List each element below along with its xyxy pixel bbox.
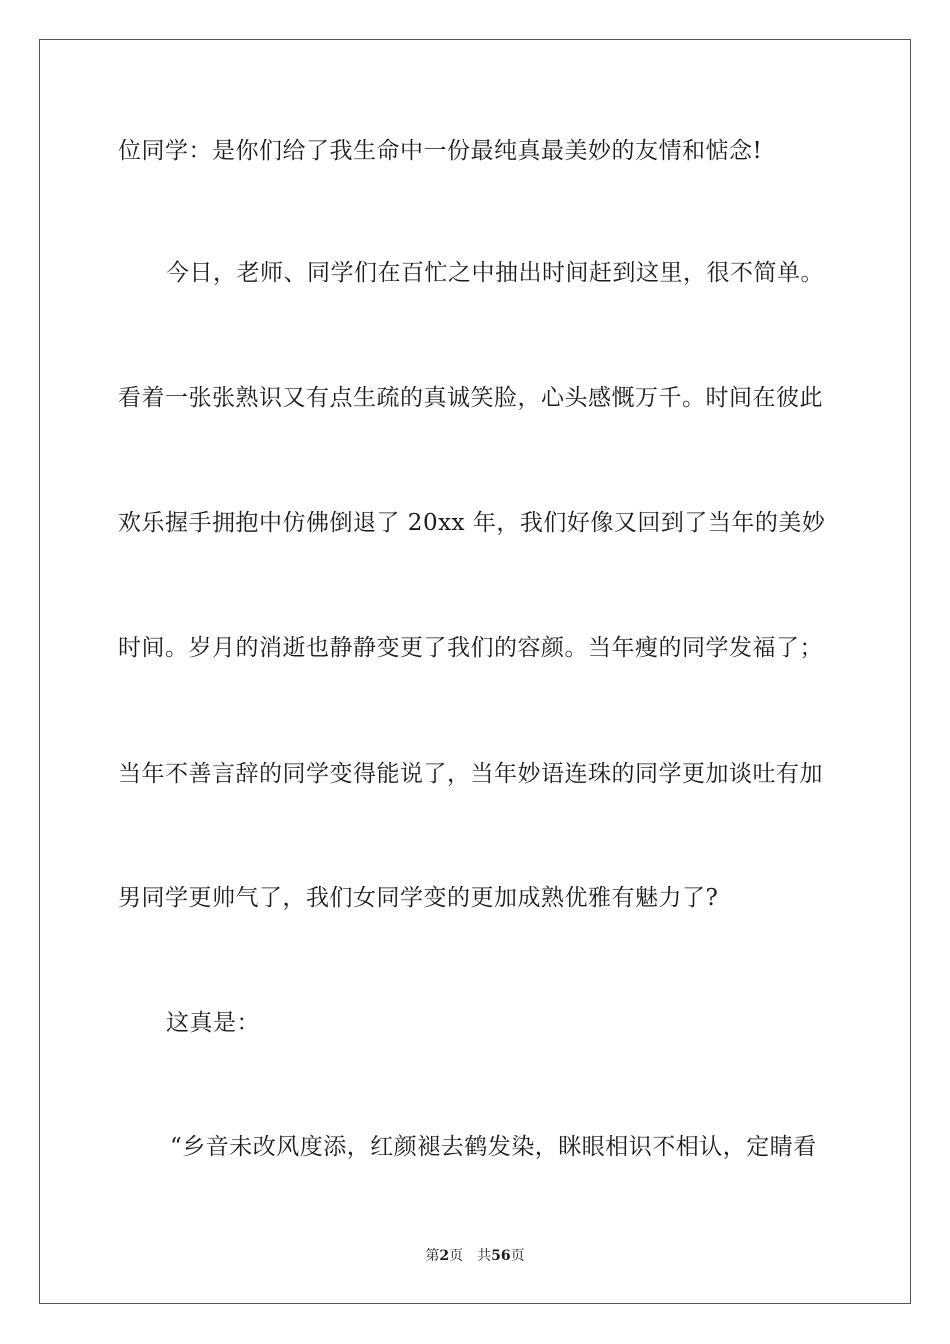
page-border xyxy=(39,39,911,1304)
total-prefix: 共 xyxy=(477,1248,492,1264)
text-line-6: 当年不善言辞的同学变得能说了，当年妙语连珠的同学更加谈吐有加 xyxy=(118,761,823,787)
total-pages: 56 xyxy=(491,1248,511,1264)
page-number: 2 xyxy=(439,1248,450,1264)
text-line-3: 看着一张张熟识又有点生疏的真诚笑脸，心头感慨万千。时间在彼此 xyxy=(118,385,823,411)
text-line-9: “乡音未改风度添，红颜褪去鹤发染，眯眼相识不相认，定睛看 xyxy=(170,1134,817,1160)
text-line-2: 今日，老师、同学们在百忙之中抽出时间赶到这里，很不简单。 xyxy=(166,260,824,286)
text-line-8: 这真是： xyxy=(166,1010,260,1036)
text-line-5: 时间。岁月的消逝也静静变更了我们的容颜。当年瘦的同学发福了； xyxy=(118,635,823,661)
text-line-1: 位同学：是你们给了我生命中一份最纯真最美妙的友情和惦念! xyxy=(118,138,763,164)
text-line-4: 欢乐握手拥抱中仿佛倒退了 20xx 年，我们好像又回到了当年的美妙 xyxy=(118,510,826,536)
text-line-7: 男同学更帅气了，我们女同学变的更加成熟优雅有魅力了? xyxy=(118,885,719,911)
page-footer xyxy=(0,1247,950,1265)
page-prefix: 第 xyxy=(425,1248,440,1264)
page-suffix: 页 xyxy=(449,1248,464,1264)
total-suffix: 页 xyxy=(510,1248,525,1264)
